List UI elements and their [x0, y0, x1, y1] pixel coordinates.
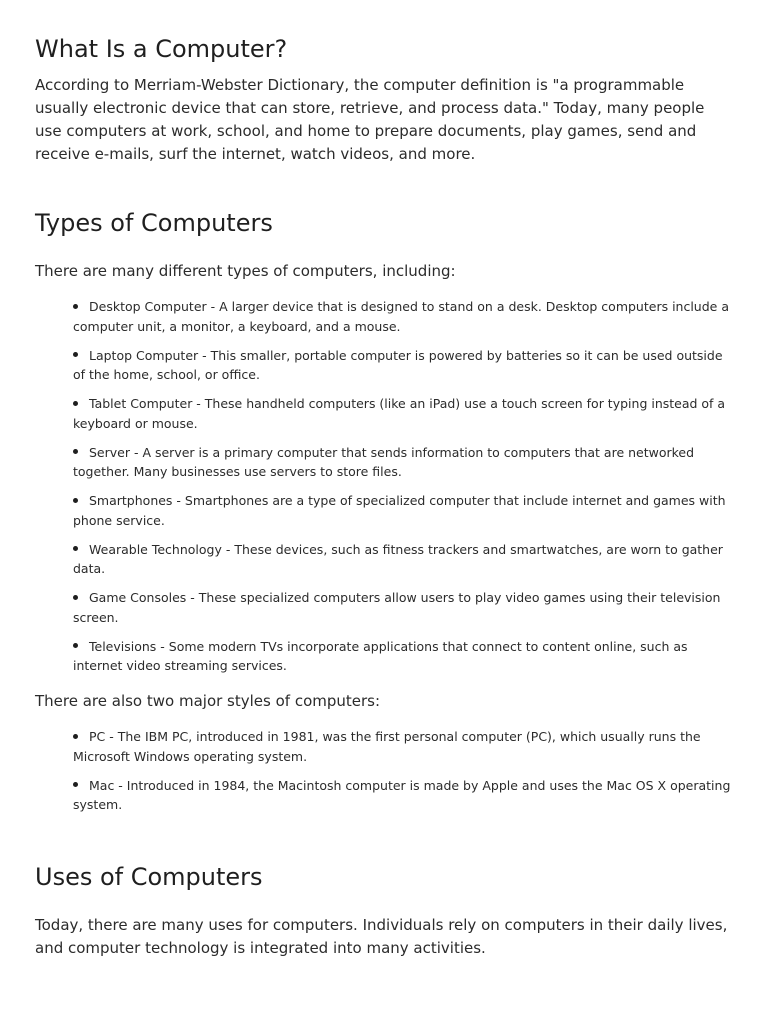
list-item-pc: [73, 727, 738, 766]
list-item-text: Server - A server is a primary computer that sends information to computers that are networked together. Many businesses use servers to store files.: [73, 444, 695, 479]
list-item-smartphones: [73, 491, 738, 530]
bullet-icon: [73, 304, 78, 309]
bullet-icon: [73, 643, 78, 648]
bullet-icon: [73, 546, 78, 551]
heading-uses-of-computers: Uses of Computers: [35, 863, 263, 891]
paragraph-definition: According to Merriam-Webster Dictionary, the computer definition is "a programmable usually electronic device that can store, retrieve, and process data." Today, many people use computers at work, school, and home to prepare documents, play games, send and receive e-mails, surf the internet, watch videos, and more.: [35, 76, 705, 163]
list-item-text: Smartphones - Smartphones are a type of specialized computer that include internet and games with phone service.: [73, 493, 726, 528]
bullet-icon: [73, 782, 78, 787]
list-item-mac: [73, 776, 738, 815]
list-item-text: Mac - Introduced in 1984, the Macintosh computer is made by Apple and uses the Mac OS X operating system.: [73, 777, 731, 812]
styles-list: [73, 727, 738, 824]
paragraph-uses: Today, there are many uses for computers. Individuals rely on computers in their daily lives, and computer technology is integrated into many activities.: [35, 916, 728, 957]
bullet-icon: [73, 449, 78, 454]
list-item-text: Laptop Computer - This smaller, portable computer is powered by batteries so it can be used outside of the home, school, or office.: [73, 347, 723, 382]
paragraph-types-intro: There are many different types of computers, including:: [35, 262, 456, 280]
list-item-tablet-computer: [73, 394, 738, 433]
list-item-desktop-computer: [73, 297, 738, 336]
bullet-icon: [73, 498, 78, 503]
bullet-icon: [73, 595, 78, 600]
types-list: [73, 297, 738, 685]
list-item-text: Wearable Technology - These devices, such as fitness trackers and smartwatches, are worn to gather data.: [73, 541, 723, 576]
list-item-server: [73, 443, 738, 482]
heading-types-of-computers: Types of Computers: [35, 209, 273, 237]
list-item-laptop-computer: [73, 346, 738, 385]
list-item-text: PC - The IBM PC, introduced in 1981, was the first personal computer (PC), which usually runs the Microsoft Windows operating system.: [73, 729, 701, 764]
list-item-text: Desktop Computer - A larger device that is designed to stand on a desk. Desktop computers include a computer unit, a monitor, a keyboard, and a mouse.: [73, 299, 729, 334]
list-item-televisions: [73, 637, 738, 676]
list-item-text: Televisions - Some modern TVs incorporate applications that connect to content online, such as internet video streaming services.: [73, 638, 688, 673]
list-item-text: Tablet Computer - These handheld computers (like an iPad) use a touch screen for typing instead of a keyboard or mouse.: [73, 396, 726, 431]
paragraph-styles-intro: There are also two major styles of computers:: [35, 692, 381, 710]
heading-what-is-a-computer: What Is a Computer?: [35, 35, 288, 63]
list-item-text: Game Consoles - These specialized computers allow users to play video games using their television screen.: [73, 590, 721, 625]
bullet-icon: [73, 401, 78, 406]
bullet-icon: [73, 734, 78, 739]
bullet-icon: [73, 352, 78, 357]
list-item-game-consoles: [73, 588, 738, 627]
list-item-wearable-technology: [73, 540, 738, 579]
